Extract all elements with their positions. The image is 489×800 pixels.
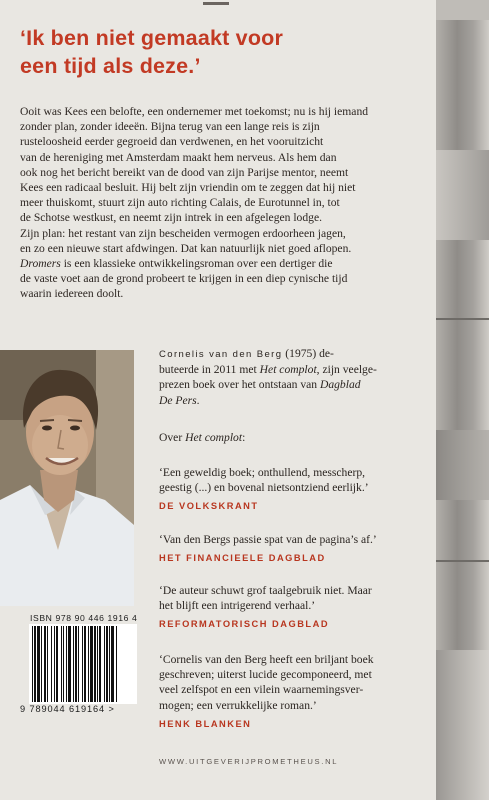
- bio-line: buteerde in 2011 met Het complot, zijn veelge-: [159, 363, 377, 377]
- review-quote: [159, 532, 429, 566]
- author-bio: [159, 346, 427, 408]
- isbn-label: ISBN 978 90 446 1916 4: [30, 613, 138, 623]
- blurb-line: ook nog het bericht bereikt van de dood van zijn Parijse mentor, neemt: [20, 165, 349, 179]
- review-text: veel zelfspot en een vilein waarnemingsver-: [159, 683, 364, 697]
- blurb-line: van de hereniging met Amsterdam maakt hem nerveus. Als hem dan: [20, 150, 337, 164]
- review-source: DE VOLKSKRANT: [159, 501, 259, 512]
- review-quote: [159, 583, 429, 633]
- blurb-line: rusteloosheid eerder gegroeid dan verdwenen, en het vooruitzicht: [20, 135, 324, 149]
- headline-quote: [20, 24, 420, 80]
- review-source: HET FINANCIEELE DAGBLAD: [159, 553, 326, 564]
- review-text: mogen; een verrukkelijke roman.’: [159, 698, 317, 712]
- review-quote: [159, 465, 429, 515]
- blurb-line: Dromers is een klassieke ontwikkelingsroman over een dertiger die: [20, 257, 333, 271]
- blurb-line: Zijn plan: het restant van zijn bescheiden vermogen erdoorheen jagen,: [20, 226, 346, 240]
- blurb-line: de vaste voet aan de grond probeert te krijgen in een diep cynische tijd: [20, 272, 348, 286]
- book-title: Dromers: [20, 257, 61, 271]
- blurb-line: Ooit was Kees een belofte, een ondernemer met toekomst; nu is hij iemand: [20, 105, 369, 118]
- top-mark: [203, 2, 229, 5]
- review-text: ‘Cornelis van den Berg heeft een briljant boek: [159, 653, 374, 666]
- author-photo: [0, 350, 134, 606]
- blurb-line: meer thuiskomt, stuurt zijn auto richting Calais, de Eurotunnel in, tot: [20, 196, 340, 210]
- publisher-website: WWW.UITGEVERIJPROMETHEUS.NL: [159, 757, 339, 766]
- blurb-line: Kees een radicaal besluit. Hij belt zijn vriendin om te zeggen dat hij niet: [20, 181, 356, 195]
- review-source: HENK BLANKEN: [159, 718, 252, 729]
- blurb-line: zonder plan, zonder ideeën. Bijna terug van een lange reis is zijn: [20, 120, 320, 134]
- bio-line: Cornelis van den Berg (1975) de-: [159, 347, 334, 360]
- review-text: geschreven; uiterst lucide gecomponeerd, met: [159, 668, 372, 682]
- barcode-number: 9 789044 619164 >: [20, 704, 115, 714]
- barcode: [29, 624, 137, 704]
- cover-photo-strip: [436, 0, 489, 800]
- blurb-line: de Schotse westkust, en neemt zijn intrek in een afgelegen lodge.: [20, 211, 322, 225]
- reviews-intro: Over Het complot:: [159, 431, 246, 444]
- review-text: ‘De auteur schuwt grof taalgebruik niet. Maar: [159, 584, 372, 597]
- author-name: Cornelis van den Berg: [159, 349, 283, 360]
- review-text: het blijft een intrigerend verhaal.’: [159, 599, 316, 613]
- headline-line-2: een tijd als deze.’: [20, 54, 201, 78]
- blurb-line: waarin iedereen doolt.: [20, 287, 124, 301]
- review-quote: [159, 652, 429, 732]
- review-source: REFORMATORISCH DAGBLAD: [159, 619, 330, 630]
- bio-line: De Pers.: [159, 393, 200, 407]
- headline-line-1: ‘Ik ben niet gemaakt voor: [20, 26, 284, 50]
- review-text: ‘Een geweldig boek; onthullend, messcherp,: [159, 466, 366, 479]
- blurb-line: en zo een nieuwe start afdwingen. Dat kan natuurlijk niet goed aflopen.: [20, 241, 352, 255]
- review-text: ‘Van den Bergs passie spat van de pagina’s af.’: [159, 533, 377, 546]
- book-blurb: [20, 104, 428, 302]
- bio-line: prezen boek over het ontstaan van Dagblad: [159, 378, 361, 392]
- review-text: geestig (...) en bovenal nietsontziend eerlijk.’: [159, 481, 369, 495]
